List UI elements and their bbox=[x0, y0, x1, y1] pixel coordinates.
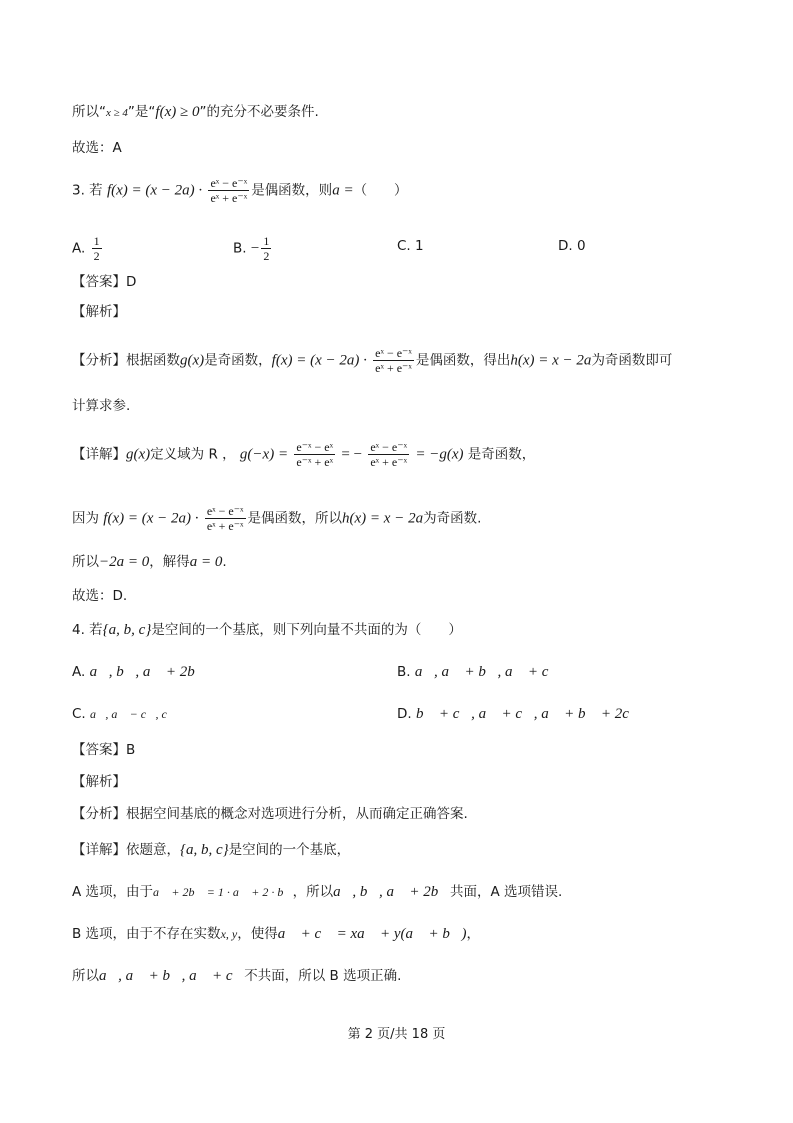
page-footer: 第 2 页/共 18 页 bbox=[347, 1027, 446, 1042]
solution: a = 0 bbox=[189, 554, 223, 570]
conclusion-line bbox=[72, 102, 319, 123]
analysis-line: 【分析】根据空间基底的概念对选项进行分析，从而确定正确答案. bbox=[72, 806, 468, 822]
equation: a⃗ + c⃗ = xa⃗ + y(a⃗ + b⃗) bbox=[277, 926, 467, 942]
function-h: h(x) = x − 2a bbox=[510, 352, 592, 369]
fraction-denominator: eˣ + e⁻ˣ bbox=[206, 519, 244, 533]
fraction-numerator: e⁻ˣ − eˣ bbox=[296, 440, 334, 454]
text: 是奇函数， bbox=[467, 446, 536, 463]
text: 【详解】依题意， bbox=[72, 842, 180, 858]
equation: a⃗ + 2b⃗ = 1 · a⃗ + 2 · b⃗ bbox=[153, 885, 293, 899]
basis-set: {a, b, c} bbox=[102, 622, 152, 638]
text: 共面，A 选项错误. bbox=[449, 884, 563, 900]
text: 是奇函数， bbox=[204, 352, 272, 369]
choice-line: 故选：D. bbox=[72, 588, 128, 604]
q3-option-c: C. 1 bbox=[397, 238, 424, 254]
solve-line bbox=[72, 552, 227, 572]
option-label: A. bbox=[72, 664, 86, 680]
text: ”是“ bbox=[127, 104, 156, 120]
minus-sign: − bbox=[250, 240, 260, 257]
text: 不共面，所以 B 选项正确. bbox=[244, 968, 402, 984]
fraction bbox=[92, 234, 102, 263]
detail-line bbox=[72, 440, 535, 469]
fraction bbox=[294, 440, 335, 469]
fraction-numerator: eˣ − e⁻ˣ bbox=[370, 440, 408, 454]
analysis-line bbox=[72, 346, 672, 375]
fraction-denominator: eˣ + e⁻ˣ bbox=[370, 455, 408, 469]
fraction-numerator: eˣ − e⁻ˣ bbox=[206, 504, 244, 518]
variables: x, y bbox=[220, 927, 238, 941]
text: B 选项，由于不存在实数 bbox=[72, 926, 221, 942]
vectors: a⃗, a⃗ + b⃗, a⃗ + c⃗ bbox=[99, 968, 245, 984]
text: 是空间的一个基底，则下列向量不共面的为（ ） bbox=[151, 622, 462, 638]
fraction bbox=[261, 234, 271, 263]
basis-set: {a, b, c} bbox=[180, 842, 229, 858]
q4-option-c bbox=[72, 704, 176, 724]
option-vectors: a⃗, a⃗ + b⃗, a⃗ + c⃗ bbox=[414, 664, 561, 680]
text: 是空间的一个基底， bbox=[228, 842, 351, 858]
option-b-conclusion bbox=[72, 966, 401, 986]
question-3 bbox=[72, 176, 408, 205]
text: 定义域为 R ， bbox=[150, 446, 236, 463]
text: 是偶函数，则 bbox=[251, 182, 333, 199]
question-number: 4. 若 bbox=[72, 622, 103, 638]
fraction-denominator: e⁻ˣ + eˣ bbox=[296, 455, 334, 469]
function-g: g(x) bbox=[126, 446, 151, 463]
analysis-label: 【解析】 bbox=[72, 304, 126, 320]
fraction-denominator: 2 bbox=[263, 249, 270, 263]
text: ，使得 bbox=[237, 926, 278, 942]
answer-blank: （ ） bbox=[353, 182, 408, 199]
option-label: B. bbox=[233, 240, 247, 257]
fraction bbox=[205, 504, 246, 533]
option-vectors: a⃗, a⃗ − c⃗, c⃗ bbox=[90, 707, 177, 721]
condition-fx: f(x) ≥ 0 bbox=[155, 104, 200, 120]
text: 【详解】 bbox=[72, 446, 126, 463]
fraction-denominator: eˣ + e⁻ˣ bbox=[375, 361, 412, 375]
function-expression: f(x) = (x − 2a) · bbox=[271, 352, 367, 369]
option-b-analysis bbox=[72, 924, 480, 944]
q4-option-d bbox=[397, 704, 641, 724]
option-vectors: b⃗ + c⃗, a⃗ + c⃗, a⃗ + b⃗ + 2c⃗ bbox=[415, 706, 641, 722]
option-label: A. bbox=[72, 240, 86, 257]
q3-option-d: D. 0 bbox=[558, 238, 586, 254]
option-label: B. bbox=[397, 664, 411, 680]
fraction-numerator: 1 bbox=[263, 234, 270, 248]
text: 所以“ bbox=[72, 104, 106, 120]
equals-minus: = − bbox=[341, 446, 363, 463]
choice-line: 故选：A bbox=[72, 140, 122, 156]
q4-option-b bbox=[397, 662, 560, 682]
text: 是偶函数，所以 bbox=[247, 510, 343, 527]
fraction-numerator: eˣ − e⁻ˣ bbox=[210, 176, 248, 190]
text: ”的充分不必要条件. bbox=[199, 104, 319, 120]
fraction-denominator: 2 bbox=[93, 249, 100, 263]
text: ， bbox=[466, 926, 481, 942]
option-a-analysis bbox=[72, 882, 562, 902]
because-line bbox=[72, 504, 481, 533]
text: ，所以 bbox=[292, 884, 334, 900]
function-h: h(x) = x − 2a bbox=[342, 510, 424, 527]
fraction bbox=[368, 440, 409, 469]
variable: a = bbox=[332, 182, 354, 199]
text: 为奇函数即可 bbox=[591, 352, 673, 369]
text: 为奇函数. bbox=[423, 510, 482, 527]
q3-option-a bbox=[72, 234, 104, 263]
function-g: g(x) bbox=[180, 352, 205, 369]
text: 是偶函数，得出 bbox=[415, 352, 511, 369]
question-4 bbox=[72, 620, 462, 640]
question-number: 3. 若 bbox=[72, 182, 103, 199]
text: 所以 bbox=[72, 554, 99, 570]
fraction-numerator: eˣ − e⁻ˣ bbox=[375, 346, 412, 360]
text: . bbox=[222, 554, 227, 570]
fraction-denominator: eˣ + e⁻ˣ bbox=[210, 191, 248, 205]
function-g-neg: g(−x) = bbox=[239, 446, 289, 463]
fraction bbox=[208, 176, 249, 205]
text: 因为 bbox=[72, 510, 99, 527]
function-expression: f(x) = (x − 2a) · bbox=[103, 510, 199, 527]
vectors: a⃗, b⃗, a⃗ + 2b⃗ bbox=[333, 884, 450, 900]
analysis-continuation: 计算求参. bbox=[72, 398, 131, 414]
equation: −2a = 0 bbox=[99, 554, 150, 570]
text: A 选项，由于 bbox=[72, 884, 154, 900]
option-label: D. bbox=[397, 706, 412, 722]
result-expression: = −g(x) bbox=[415, 446, 464, 463]
detail-line bbox=[72, 840, 350, 860]
option-vectors: a⃗, b⃗, a⃗ + 2b⃗ bbox=[89, 664, 207, 680]
text: ，解得 bbox=[149, 554, 190, 570]
q4-option-a bbox=[72, 662, 206, 682]
fraction-numerator: 1 bbox=[93, 234, 100, 248]
condition-x: x ≥ 4 bbox=[106, 107, 128, 119]
function-expression: f(x) = (x − 2a) · bbox=[106, 182, 203, 199]
analysis-label: 【解析】 bbox=[72, 774, 126, 790]
text: 【分析】根据函数 bbox=[72, 352, 180, 369]
answer-label: 【答案】B bbox=[72, 742, 136, 758]
fraction bbox=[373, 346, 414, 375]
q3-option-b bbox=[233, 234, 273, 263]
text: 所以 bbox=[72, 968, 99, 984]
answer-label: 【答案】D bbox=[72, 274, 137, 290]
option-label: C. bbox=[72, 706, 86, 722]
